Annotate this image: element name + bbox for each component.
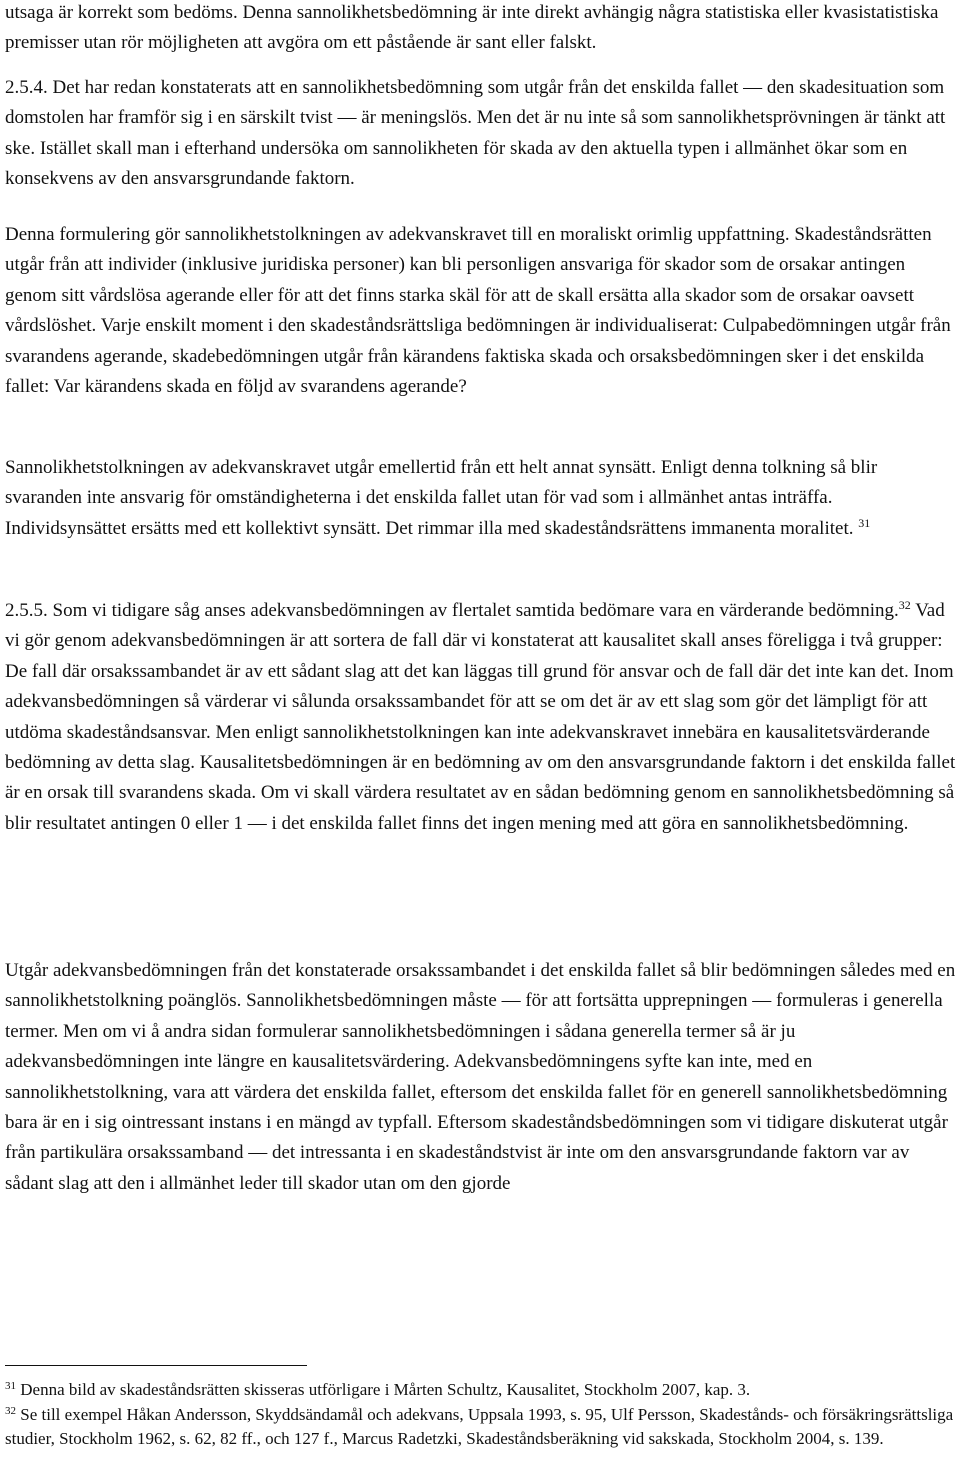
paragraph-text-a: 2.5.5. Som vi tidigare såg anses adekvansbedömningen av flertalet samtida bedömare vara en värderande bedömning. xyxy=(5,600,899,621)
footnote-text: Denna bild av skadeståndsrätten skisseras utförligare i Mårten Schultz, Kausalitet, Stockholm 2007, kap. 3. xyxy=(20,1380,751,1399)
footnotes xyxy=(5,1378,955,1452)
footnote-ref-32[interactable]: 32 xyxy=(898,598,911,612)
body-paragraph-2-5-4: 2.5.4. Det har redan konstaterats att en sannolikhetsbedömning som utgår från det enskilda fallet — den skadesituation som domstolen har framför sig i en särskilt tvist — är meningslös. Men det är nu inte så som sannolikhetsprövningen är tänkt att ske. Istället skall man i efterhand undersöka om sannolikheten för skada av den aktuella typen i allmänhet ökar som en konsekvens av den ansvarsgrundande faktorn. xyxy=(5,77,946,190)
body-paragraph-continued: utsaga är korrekt som bedöms. Denna sannolikhetsbedömning är inte direkt avhängig några statistiska eller kvasistatistiska premisser utan rör möjligheten att avgöra om ett påstående är sant eller falskt. xyxy=(5,2,939,54)
footnote-number: 31 xyxy=(5,1380,16,1392)
body-paragraph-sannolikhetstolkningen xyxy=(5,453,957,544)
paragraph-text: Sannolikhetstolkningen av adekvanskravet utgår emellertid från ett helt annat synsätt. Enligt denna tolkning så blir svaranden inte ansvarig för omständigheterna i det enskilda fallet utan för vad som i allmänhet antas inträffa. Individsynsättet ersätts med ett kollektivt synsätt. Det rimmar illa med skadeståndsrättens immanenta moralitet. xyxy=(5,457,878,539)
paragraph-text-b: Vad vi gör genom adekvansbedömningen är att sortera de fall där vi konstaterat att kausalitet skall anses föreligga i två grupper: De fall där orsakssambandet är av ett sådant slag att det kan läggas till grund för ansvar och de fall där det inte kan det. Inom adekvansbedömningen så värderar vi sålunda orsakssambandet för att se om det är av ett slag som gör det lämpligt för att utdöma skadeståndsansvar. Men enligt sannolikhetstolkningen kan inte adekvanskravet innebära en kausalitetsvärderande bedömning av detta slag. Kausalitetsbedömningen är en bedömning av om den ansvarsgrundande faktorn i det enskilda fallet är en orsak till svarandens skada. Om vi skall värdera resultatet av en sådan bedömning genom en sannolikhetsbedömning så blir resultatet antingen 0 eller 1 — i det enskilda fallet finns det ingen mening med att göra en sannolikhetsbedömning. xyxy=(5,600,956,834)
footnote-31 xyxy=(5,1378,955,1403)
footnote-number: 32 xyxy=(5,1404,16,1417)
footnote-separator xyxy=(5,1365,307,1366)
footnote-32 xyxy=(5,1403,955,1452)
body-paragraph-utgar: Utgår adekvansbedömningen från det konstaterade orsakssambandet i det enskilda fallet så blir bedömningen således med en sannolikhetstolkning poänglös. Sannolikhetsbedömningen måste — för att fortsätta upprepningen — formuleras i generella termer. Men om vi å andra sidan formulerar sannolikhetsbedömningen i sådana generella termer så är ju adekvansbedömningen inte längre en kausalitetsvärdering. Adekvansbedömningens syfte kan inte, med en sannolikhetstolkning, vara att värdera det enskilda fallet, eftersom det enskilda fallet för en generell sannolikhetsbedömning bara är en i sig ointressant instans i en mängd av typfall. Eftersom skadeståndsbedömningen som vi tidigare diskuterat utgår från partikulära orsakssamband — det intressanta i en skadeståndstvist är inte om den ansvarsgrundande faktorn var av sådant slag att den i allmänhet leder till skador utan om den gjorde xyxy=(5,960,956,1194)
body-paragraph-2-5-5 xyxy=(5,596,957,839)
body-paragraph-formulering: Denna formulering gör sannolikhetstolkningen av adekvanskravet till en moraliskt orimlig uppfattning. Skadeståndsrätten utgår från att individer (inklusive juridiska personer) kan bli personligen ansvariga för skador som de orsakar antingen genom sitt vårdslösa agerande eller för att det finns starka skäl för att de skall ersätta alla skador som de orsakar oavsett vårdslöshet. Varje enskilt moment i den skadeståndsrättsliga bedömningen är individualiserat: Culpabedömningen utgår från svarandens agerande, skadebedömningen utgår från kärandens faktiska skada och orsaksbedömningen sker i det enskilda fallet: Var kärandens skada en följd av svarandens agerande? xyxy=(5,224,951,398)
footnote-text: Se till exempel Håkan Andersson, Skyddsändamål och adekvans, Uppsala 1993, s. 95, Ulf Persson, Skadestånds- och försäkringsrättsliga studier, Stockholm 1962, s. 62, 82 ff., och 127 f., Marcus Radetzki, Skadeståndsberäkning vid sakskada, Stockholm 2004, s. 139. xyxy=(5,1404,954,1448)
footnote-ref-31[interactable]: 31 xyxy=(858,515,871,530)
